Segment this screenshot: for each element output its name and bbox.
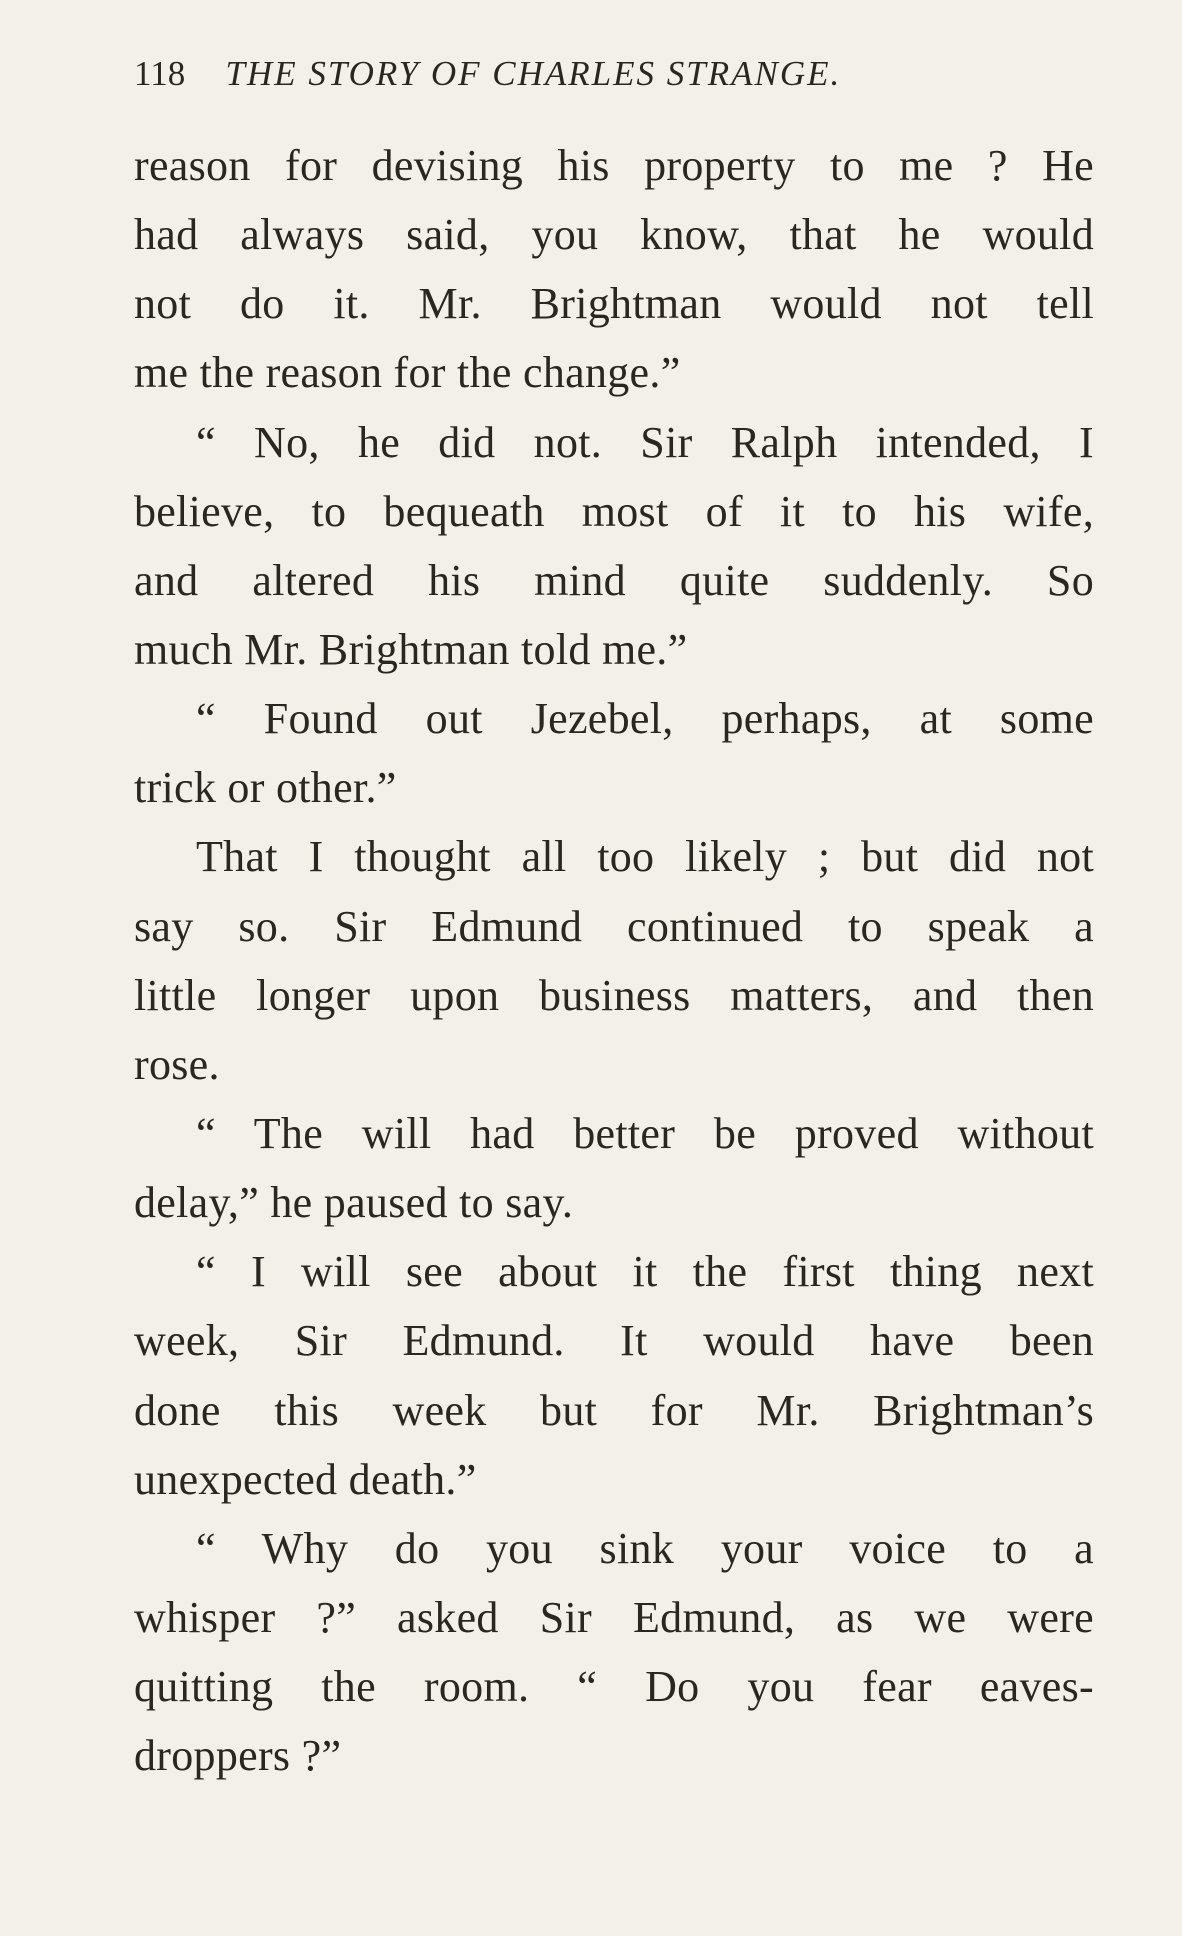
text-line: much Mr. Brightman told me.” <box>134 624 688 674</box>
text-line: That I thought all too likely ; but did not <box>196 832 1094 882</box>
text-line: say so. Sir Edmund continued to speak a <box>134 901 1094 951</box>
page-number: 118 <box>134 54 186 93</box>
text-line: unexpected death.” <box>134 1454 477 1504</box>
text-line: “ The will had better be proved without <box>196 1108 1094 1158</box>
text-line: week, Sir Edmund. It would have been <box>134 1316 1094 1366</box>
text-line: “ Why do you sink your voice to a <box>196 1523 1094 1573</box>
text-line: reason for devising his property to me ? He <box>134 141 1094 190</box>
text-line: had always said, you know, that he would <box>134 210 1094 260</box>
text-line: quitting the room. “ Do you fear eaves- <box>134 1662 1094 1712</box>
text-line: whisper ?” asked Sir Edmund, as we were <box>134 1592 1094 1642</box>
running-title: THE STORY OF CHARLES STRANGE. <box>225 54 842 93</box>
text-line: “ No, he did not. Sir Ralph intended, I <box>196 417 1094 467</box>
text-line: delay,” he paused to say. <box>134 1178 574 1228</box>
text-line: believe, to bequeath most of it to his wife, <box>134 486 1094 536</box>
text-line: rose. <box>134 1039 220 1089</box>
text-line: me the reason for the change.” <box>134 348 681 398</box>
text-line: droppers ?” <box>134 1731 342 1781</box>
body-text <box>134 131 1094 1790</box>
text-line: “ Found out Jezebel, perhaps, at some <box>196 694 1094 744</box>
running-head <box>134 48 1034 100</box>
text-line: done this week but for Mr. Brightman’s <box>134 1385 1094 1435</box>
text-line: not do it. Mr. Brightman would not tell <box>134 279 1094 329</box>
text-line: trick or other.” <box>134 763 397 813</box>
text-line: little longer upon business matters, and then <box>134 970 1094 1020</box>
text-line: and altered his mind quite suddenly. So <box>134 555 1094 605</box>
text-line: “ I will see about it the first thing next <box>196 1247 1094 1297</box>
